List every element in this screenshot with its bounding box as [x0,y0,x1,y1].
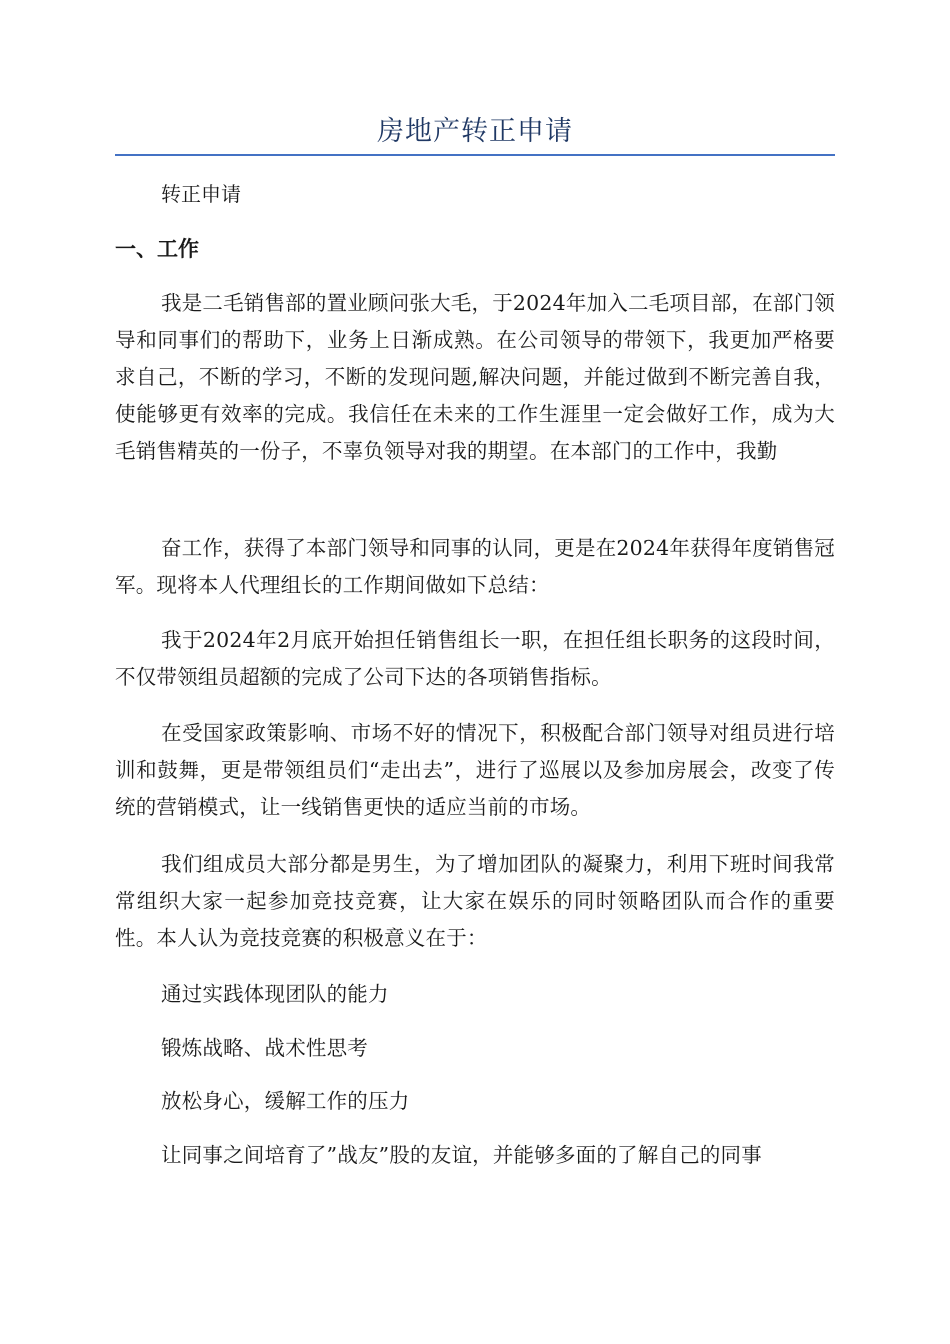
section-heading: 一、工作 [115,237,199,261]
last-paragraph-block [115,1137,835,1174]
paragraph: 我是二毛销售部的置业顾问张大毛，于2024年加入二毛项目部，在部门领导和同事们的帮助下，业务上日渐成熟。在公司领导的带领下，我更加严格要求自己，不断的学习，不断的发现问题,解决问题，并能过做到不断完善自我，使能够更有效率的完成。我信任在未来的工作生涯里一定会做好工作，成为大毛销售精英的一份子，不辜负领导对我的期望。在本部门的工作中，我勤 [115,291,835,463]
paragraph: 我于2024年2月底开始担任销售组长一职，在担任组长职务的这段时间，不仅带领组员超额的完成了公司下达的各项销售指标。 [115,628,835,689]
document-subtitle: 转正申请 [161,182,241,206]
paragraph: 让同事之间培育了”战友”股的友谊，并能够多面的了解自己的同事 [161,1143,762,1167]
paragraph-3-block [115,622,835,696]
paragraph: 在受国家政策影响、市场不好的情况下，积极配合部门领导对组员进行培训和鼓舞，更是带领组员们“走出去”，进行了巡展以及参加房展会，改变了传统的营销模式，让一线销售更快的适应当前的市场。 [115,721,835,819]
list-item-block [115,976,835,1013]
paragraph-5-block [115,846,835,957]
list-item: 通过实践体现团队的能力 [161,982,389,1006]
list-item: 锻炼战略、战术性思考 [161,1036,368,1060]
paragraph: 奋工作，获得了本部门领导和同事的认同，更是在2024年获得年度销售冠军。现将本人代理组长的工作期间做如下总结： [115,536,835,597]
list-item-block [115,1083,835,1120]
document-title: 房地产转正申请 [377,116,573,147]
paragraph: 我们组成员大部分都是男生，为了增加团队的凝聚力，利用下班时间我常常组织大家一起参加竞技竞赛，让大家在娱乐的同时领略团队而合作的重要性。本人认为竞技竞赛的积极意义在于： [115,852,835,950]
title-underline [115,154,835,156]
paragraph-4-block [115,715,835,826]
list-item: 放松身心，缓解工作的压力 [161,1089,410,1113]
paragraph-2-block [115,530,835,604]
paragraph-1-block [115,285,835,470]
list-item-block [115,1030,835,1067]
